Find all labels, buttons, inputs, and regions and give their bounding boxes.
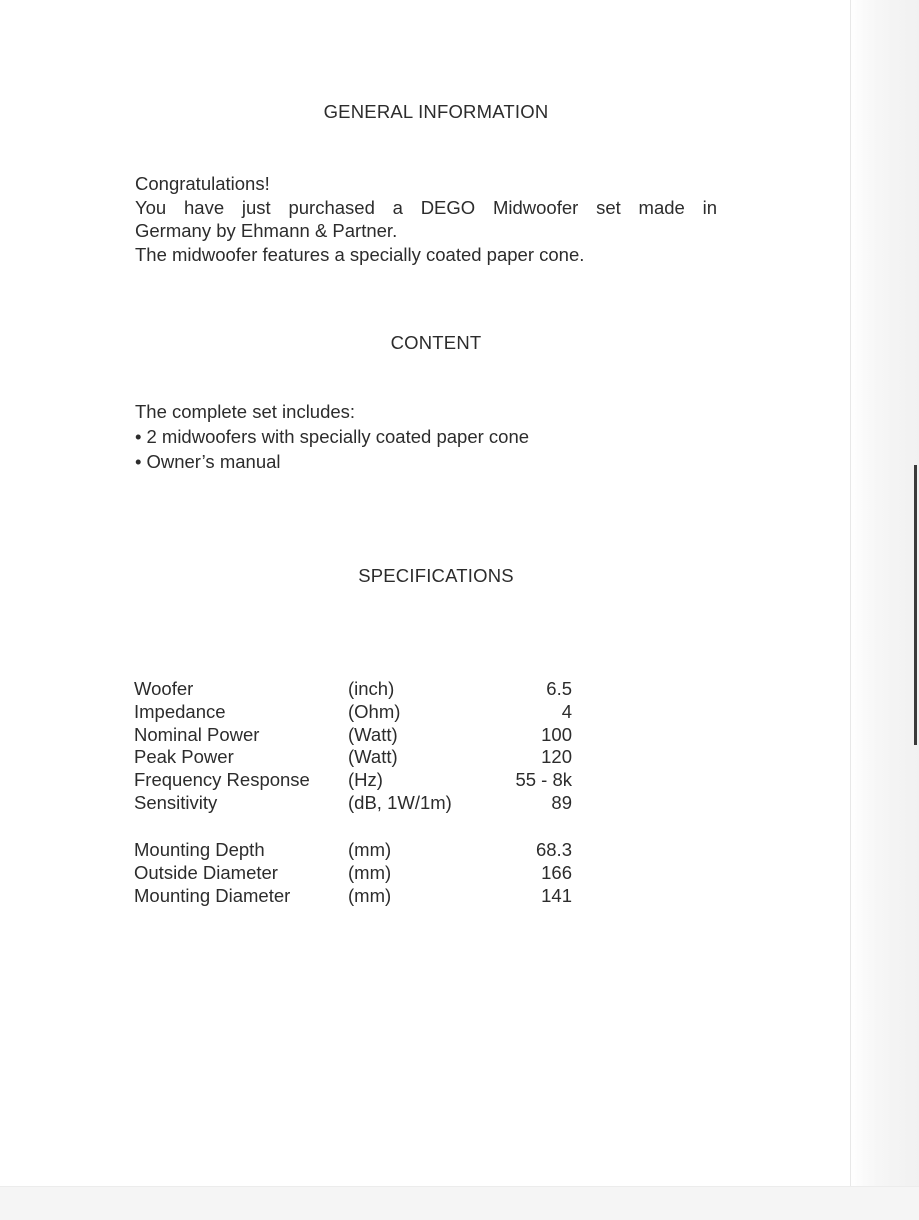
- scan-edge-mark: [914, 465, 917, 745]
- spec-unit: (mm): [348, 884, 392, 906]
- spec-unit: (mm): [348, 839, 392, 860]
- page-edge-shadow: [850, 0, 919, 1219]
- spec-value: 89: [551, 791, 572, 813]
- spec-value: 141: [541, 884, 572, 906]
- spec-name: Mounting Depth: [134, 839, 265, 860]
- page-bottom-strip: [0, 1186, 919, 1220]
- spec-name: Nominal Power: [134, 723, 260, 745]
- table-row: [134, 839, 572, 862]
- table-row: [134, 885, 572, 908]
- spec-value: 55 - 8k: [515, 769, 572, 791]
- spec-name: Woofer: [134, 678, 194, 699]
- spec-unit: (dB, 1W/1m): [348, 791, 452, 813]
- page-edge-line: [850, 0, 851, 1219]
- spec-name: Outside Diameter: [134, 861, 278, 883]
- spec-value: 100: [541, 723, 572, 745]
- table-row: [134, 724, 572, 747]
- specifications-table-main: [134, 678, 572, 815]
- purchase-line-2: Germany by Ehmann & Partner.: [135, 220, 398, 241]
- table-row: [134, 792, 572, 815]
- spec-value: 120: [541, 746, 572, 768]
- table-row: [134, 701, 572, 724]
- greeting-line: Congratulations!: [135, 173, 270, 194]
- spec-unit: (Ohm): [348, 700, 401, 722]
- spec-value: 6.5: [546, 678, 572, 699]
- spec-unit: (Watt): [348, 723, 398, 745]
- list-item: • Owner’s manual: [135, 450, 529, 475]
- table-row: [134, 769, 572, 792]
- general-information-text: [135, 172, 717, 266]
- spec-unit: (mm): [348, 861, 392, 883]
- content-intro: The complete set includes:: [135, 401, 356, 422]
- spec-unit: (Watt): [348, 746, 398, 768]
- spec-value: 166: [541, 861, 572, 883]
- spec-value: 68.3: [535, 839, 572, 860]
- table-row: [134, 678, 572, 701]
- specifications-heading: SPECIFICATIONS: [358, 565, 514, 586]
- spec-name: Sensitivity: [134, 791, 218, 813]
- spec-name: Frequency Response: [134, 769, 310, 791]
- content-heading: CONTENT: [390, 332, 482, 353]
- spec-name: Mounting Diameter: [134, 884, 291, 906]
- spec-value: 4: [561, 700, 572, 722]
- purchase-line-1: You have just purchased a DEGO Midwoofer set made in: [135, 196, 717, 218]
- list-item: • 2 midwoofers with specially coated paper cone: [135, 425, 529, 450]
- spec-unit: (Hz): [348, 769, 383, 791]
- content-list: [135, 425, 529, 474]
- general-information-heading: GENERAL INFORMATION: [323, 101, 549, 122]
- spec-name: Impedance: [134, 700, 226, 722]
- spec-unit: (inch): [348, 678, 395, 699]
- cone-feature-line: The midwoofer features a specially coated paper cone.: [135, 243, 585, 265]
- specifications-table-dimensions: [134, 839, 572, 907]
- spec-name: Peak Power: [134, 746, 234, 768]
- table-row: [134, 862, 572, 885]
- table-row: [134, 746, 572, 769]
